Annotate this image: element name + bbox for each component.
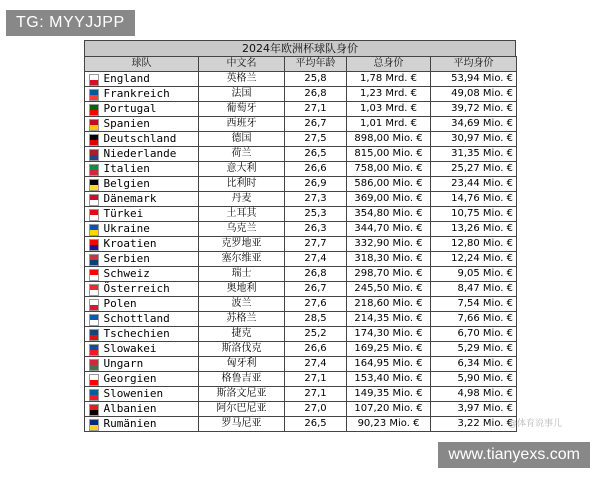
avg-age: 27,1 xyxy=(285,387,347,402)
total-value: 298,70 Mio. € xyxy=(347,267,431,282)
flag-cell xyxy=(85,327,101,342)
team-cn-name: 西班牙 xyxy=(199,117,285,132)
flag-cell xyxy=(85,312,101,327)
flag-icon xyxy=(89,164,99,176)
team-cn-name: 意大利 xyxy=(199,162,285,177)
team-cn-name: 奥地利 xyxy=(199,282,285,297)
avg-age: 26,9 xyxy=(285,177,347,192)
total-value: 164,95 Mio. € xyxy=(347,357,431,372)
team-cn-name: 葡萄牙 xyxy=(199,102,285,117)
team-cn-name: 克罗地亚 xyxy=(199,237,285,252)
team-name: Dänemark xyxy=(101,192,199,207)
flag-cell xyxy=(85,357,101,372)
avg-age: 27,3 xyxy=(285,192,347,207)
total-value: 1,01 Mrd. € xyxy=(347,117,431,132)
avg-value: 13,26 Mio. € xyxy=(431,222,517,237)
team-name: Portugal xyxy=(101,102,199,117)
flag-icon xyxy=(89,149,99,161)
team-name: Ungarn xyxy=(101,357,199,372)
team-cn-name: 英格兰 xyxy=(199,72,285,87)
total-value: 354,80 Mio. € xyxy=(347,207,431,222)
avg-age: 28,5 xyxy=(285,312,347,327)
table-row xyxy=(85,117,517,132)
avg-value: 6,70 Mio. € xyxy=(431,327,517,342)
total-value: 149,35 Mio. € xyxy=(347,387,431,402)
flag-icon xyxy=(89,119,99,131)
table-row xyxy=(85,207,517,222)
team-name: Österreich xyxy=(101,282,199,297)
flag-icon xyxy=(89,74,99,86)
avg-age: 26,6 xyxy=(285,162,347,177)
avg-value: 3,97 Mio. € xyxy=(431,402,517,417)
flag-cell xyxy=(85,207,101,222)
total-value: 90,23 Mio. € xyxy=(347,417,431,432)
team-name: Slowakei xyxy=(101,342,199,357)
avg-age: 27,7 xyxy=(285,237,347,252)
avg-age: 26,7 xyxy=(285,282,347,297)
flag-icon xyxy=(89,389,99,401)
team-name: Ukraine xyxy=(101,222,199,237)
flag-cell xyxy=(85,387,101,402)
total-value: 107,20 Mio. € xyxy=(347,402,431,417)
avg-age: 26,8 xyxy=(285,267,347,282)
team-cn-name: 捷克 xyxy=(199,327,285,342)
team-name: Georgien xyxy=(101,372,199,387)
avg-value: 10,75 Mio. € xyxy=(431,207,517,222)
team-name: Kroatien xyxy=(101,237,199,252)
avg-value: 34,69 Mio. € xyxy=(431,117,517,132)
table-row xyxy=(85,102,517,117)
total-value: 153,40 Mio. € xyxy=(347,372,431,387)
flag-icon xyxy=(89,419,99,431)
team-name: Schweiz xyxy=(101,267,199,282)
avg-value: 31,35 Mio. € xyxy=(431,147,517,162)
watermark-site: www.tianyexs.com xyxy=(438,442,590,468)
table-row xyxy=(85,312,517,327)
flag-icon xyxy=(89,89,99,101)
team-cn-name: 阿尔巴尼亚 xyxy=(199,402,285,417)
market-value-table xyxy=(84,56,517,432)
team-cn-name: 法国 xyxy=(199,87,285,102)
table-row xyxy=(85,282,517,297)
team-name: Türkei xyxy=(101,207,199,222)
flag-cell xyxy=(85,267,101,282)
flag-cell xyxy=(85,162,101,177)
flag-cell xyxy=(85,417,101,432)
team-cn-name: 土耳其 xyxy=(199,207,285,222)
flag-cell xyxy=(85,372,101,387)
team-name: Spanien xyxy=(101,117,199,132)
total-value: 586,00 Mio. € xyxy=(347,177,431,192)
flag-cell xyxy=(85,237,101,252)
table-row xyxy=(85,357,517,372)
flag-icon xyxy=(89,209,99,221)
flag-icon xyxy=(89,404,99,416)
flag-cell xyxy=(85,402,101,417)
table-row xyxy=(85,417,517,432)
flag-cell xyxy=(85,147,101,162)
table-row xyxy=(85,402,517,417)
total-value: 815,00 Mio. € xyxy=(347,147,431,162)
avg-value: 12,80 Mio. € xyxy=(431,237,517,252)
avg-age: 26,6 xyxy=(285,342,347,357)
table-row xyxy=(85,72,517,87)
avg-value: 23,44 Mio. € xyxy=(431,177,517,192)
table-row xyxy=(85,342,517,357)
avg-age: 27,0 xyxy=(285,402,347,417)
avg-value: 7,66 Mio. € xyxy=(431,312,517,327)
flag-cell xyxy=(85,102,101,117)
flag-icon xyxy=(89,299,99,311)
header-team: 球队 xyxy=(85,57,199,72)
watermark-tg: TG: MYYJJPP xyxy=(6,10,135,36)
avg-age: 26,7 xyxy=(285,117,347,132)
total-value: 214,35 Mio. € xyxy=(347,312,431,327)
team-cn-name: 德国 xyxy=(199,132,285,147)
team-name: Frankreich xyxy=(101,87,199,102)
team-cn-name: 丹麦 xyxy=(199,192,285,207)
flag-icon xyxy=(89,194,99,206)
flag-icon xyxy=(89,344,99,356)
table-row xyxy=(85,267,517,282)
total-value: 245,50 Mio. € xyxy=(347,282,431,297)
flag-cell xyxy=(85,132,101,147)
flag-cell xyxy=(85,252,101,267)
total-value: 758,00 Mio. € xyxy=(347,162,431,177)
avg-value: 39,72 Mio. € xyxy=(431,102,517,117)
team-cn-name: 斯洛伐克 xyxy=(199,342,285,357)
flag-cell xyxy=(85,297,101,312)
table-row xyxy=(85,252,517,267)
team-name: England xyxy=(101,72,199,87)
total-value: 169,25 Mio. € xyxy=(347,342,431,357)
total-value: 218,60 Mio. € xyxy=(347,297,431,312)
header-row xyxy=(85,57,517,72)
avg-age: 26,5 xyxy=(285,417,347,432)
avg-value: 3,22 Mio. € xyxy=(431,417,517,432)
flag-cell xyxy=(85,72,101,87)
team-cn-name: 比利时 xyxy=(199,177,285,192)
team-name: Rumänien xyxy=(101,417,199,432)
total-value: 369,00 Mio. € xyxy=(347,192,431,207)
team-cn-name: 荷兰 xyxy=(199,147,285,162)
avg-age: 26,3 xyxy=(285,222,347,237)
total-value: 1,78 Mrd. € xyxy=(347,72,431,87)
flag-icon xyxy=(89,314,99,326)
flag-cell xyxy=(85,177,101,192)
flag-icon xyxy=(89,359,99,371)
avg-value: 12,24 Mio. € xyxy=(431,252,517,267)
table-row xyxy=(85,297,517,312)
avg-value: 30,97 Mio. € xyxy=(431,132,517,147)
avg-age: 26,5 xyxy=(285,147,347,162)
avg-age: 25,2 xyxy=(285,327,347,342)
team-name: Schottland xyxy=(101,312,199,327)
header-total-value: 总身价 xyxy=(347,57,431,72)
flag-cell xyxy=(85,87,101,102)
total-value: 1,03 Mrd. € xyxy=(347,102,431,117)
avg-value: 53,94 Mio. € xyxy=(431,72,517,87)
avg-age: 27,5 xyxy=(285,132,347,147)
team-name: Albanien xyxy=(101,402,199,417)
table-row xyxy=(85,162,517,177)
header-avg-age: 平均年龄 xyxy=(285,57,347,72)
team-cn-name: 乌克兰 xyxy=(199,222,285,237)
avg-value: 14,76 Mio. € xyxy=(431,192,517,207)
avg-age: 27,1 xyxy=(285,102,347,117)
table-row xyxy=(85,192,517,207)
avg-value: 8,47 Mio. € xyxy=(431,282,517,297)
total-value: 344,70 Mio. € xyxy=(347,222,431,237)
avg-value: 49,08 Mio. € xyxy=(431,87,517,102)
team-cn-name: 格鲁吉亚 xyxy=(199,372,285,387)
table-row xyxy=(85,387,517,402)
avg-age: 27,6 xyxy=(285,297,347,312)
avg-value: 6,34 Mio. € xyxy=(431,357,517,372)
avg-value: 7,54 Mio. € xyxy=(431,297,517,312)
team-name: Polen xyxy=(101,297,199,312)
flag-cell xyxy=(85,282,101,297)
flag-icon xyxy=(89,329,99,341)
header-cn-name: 中文名 xyxy=(199,57,285,72)
total-value: 174,30 Mio. € xyxy=(347,327,431,342)
flag-icon xyxy=(89,374,99,386)
team-cn-name: 苏格兰 xyxy=(199,312,285,327)
avg-age: 27,1 xyxy=(285,372,347,387)
watermark-weibo: @体育说事儿 xyxy=(508,419,563,429)
flag-cell xyxy=(85,192,101,207)
table-row xyxy=(85,327,517,342)
team-name: Italien xyxy=(101,162,199,177)
spreadsheet xyxy=(84,40,516,432)
avg-value: 4,98 Mio. € xyxy=(431,387,517,402)
team-name: Slowenien xyxy=(101,387,199,402)
avg-value: 5,90 Mio. € xyxy=(431,372,517,387)
avg-age: 26,8 xyxy=(285,87,347,102)
table-row xyxy=(85,147,517,162)
table-title: 2024年欧洲杯球队身价 xyxy=(84,40,516,56)
team-name: Serbien xyxy=(101,252,199,267)
team-name: Deutschland xyxy=(101,132,199,147)
flag-icon xyxy=(89,269,99,281)
flag-cell xyxy=(85,117,101,132)
table-row xyxy=(85,237,517,252)
avg-value: 5,29 Mio. € xyxy=(431,342,517,357)
avg-value: 25,27 Mio. € xyxy=(431,162,517,177)
total-value: 898,00 Mio. € xyxy=(347,132,431,147)
avg-age: 27,4 xyxy=(285,357,347,372)
flag-icon xyxy=(89,224,99,236)
flag-icon xyxy=(89,254,99,266)
team-name: Tschechien xyxy=(101,327,199,342)
avg-value: 9,05 Mio. € xyxy=(431,267,517,282)
flag-cell xyxy=(85,342,101,357)
table-row xyxy=(85,132,517,147)
total-value: 318,30 Mio. € xyxy=(347,252,431,267)
table-row xyxy=(85,87,517,102)
table-row xyxy=(85,372,517,387)
team-cn-name: 波兰 xyxy=(199,297,285,312)
avg-age: 25,3 xyxy=(285,207,347,222)
table-row xyxy=(85,177,517,192)
avg-age: 27,4 xyxy=(285,252,347,267)
flag-icon xyxy=(89,239,99,251)
flag-icon xyxy=(89,134,99,146)
total-value: 1,23 Mrd. € xyxy=(347,87,431,102)
total-value: 332,90 Mio. € xyxy=(347,237,431,252)
header-avg-value: 平均身价 xyxy=(431,57,517,72)
team-cn-name: 斯洛文尼亚 xyxy=(199,387,285,402)
team-cn-name: 罗马尼亚 xyxy=(199,417,285,432)
table-body xyxy=(85,72,517,432)
team-cn-name: 瑞士 xyxy=(199,267,285,282)
flag-cell xyxy=(85,222,101,237)
table-row xyxy=(85,222,517,237)
avg-age: 25,8 xyxy=(285,72,347,87)
flag-icon xyxy=(89,104,99,116)
team-cn-name: 塞尔维亚 xyxy=(199,252,285,267)
flag-icon xyxy=(89,284,99,296)
team-cn-name: 匈牙利 xyxy=(199,357,285,372)
team-name: Niederlande xyxy=(101,147,199,162)
flag-icon xyxy=(89,179,99,191)
team-name: Belgien xyxy=(101,177,199,192)
